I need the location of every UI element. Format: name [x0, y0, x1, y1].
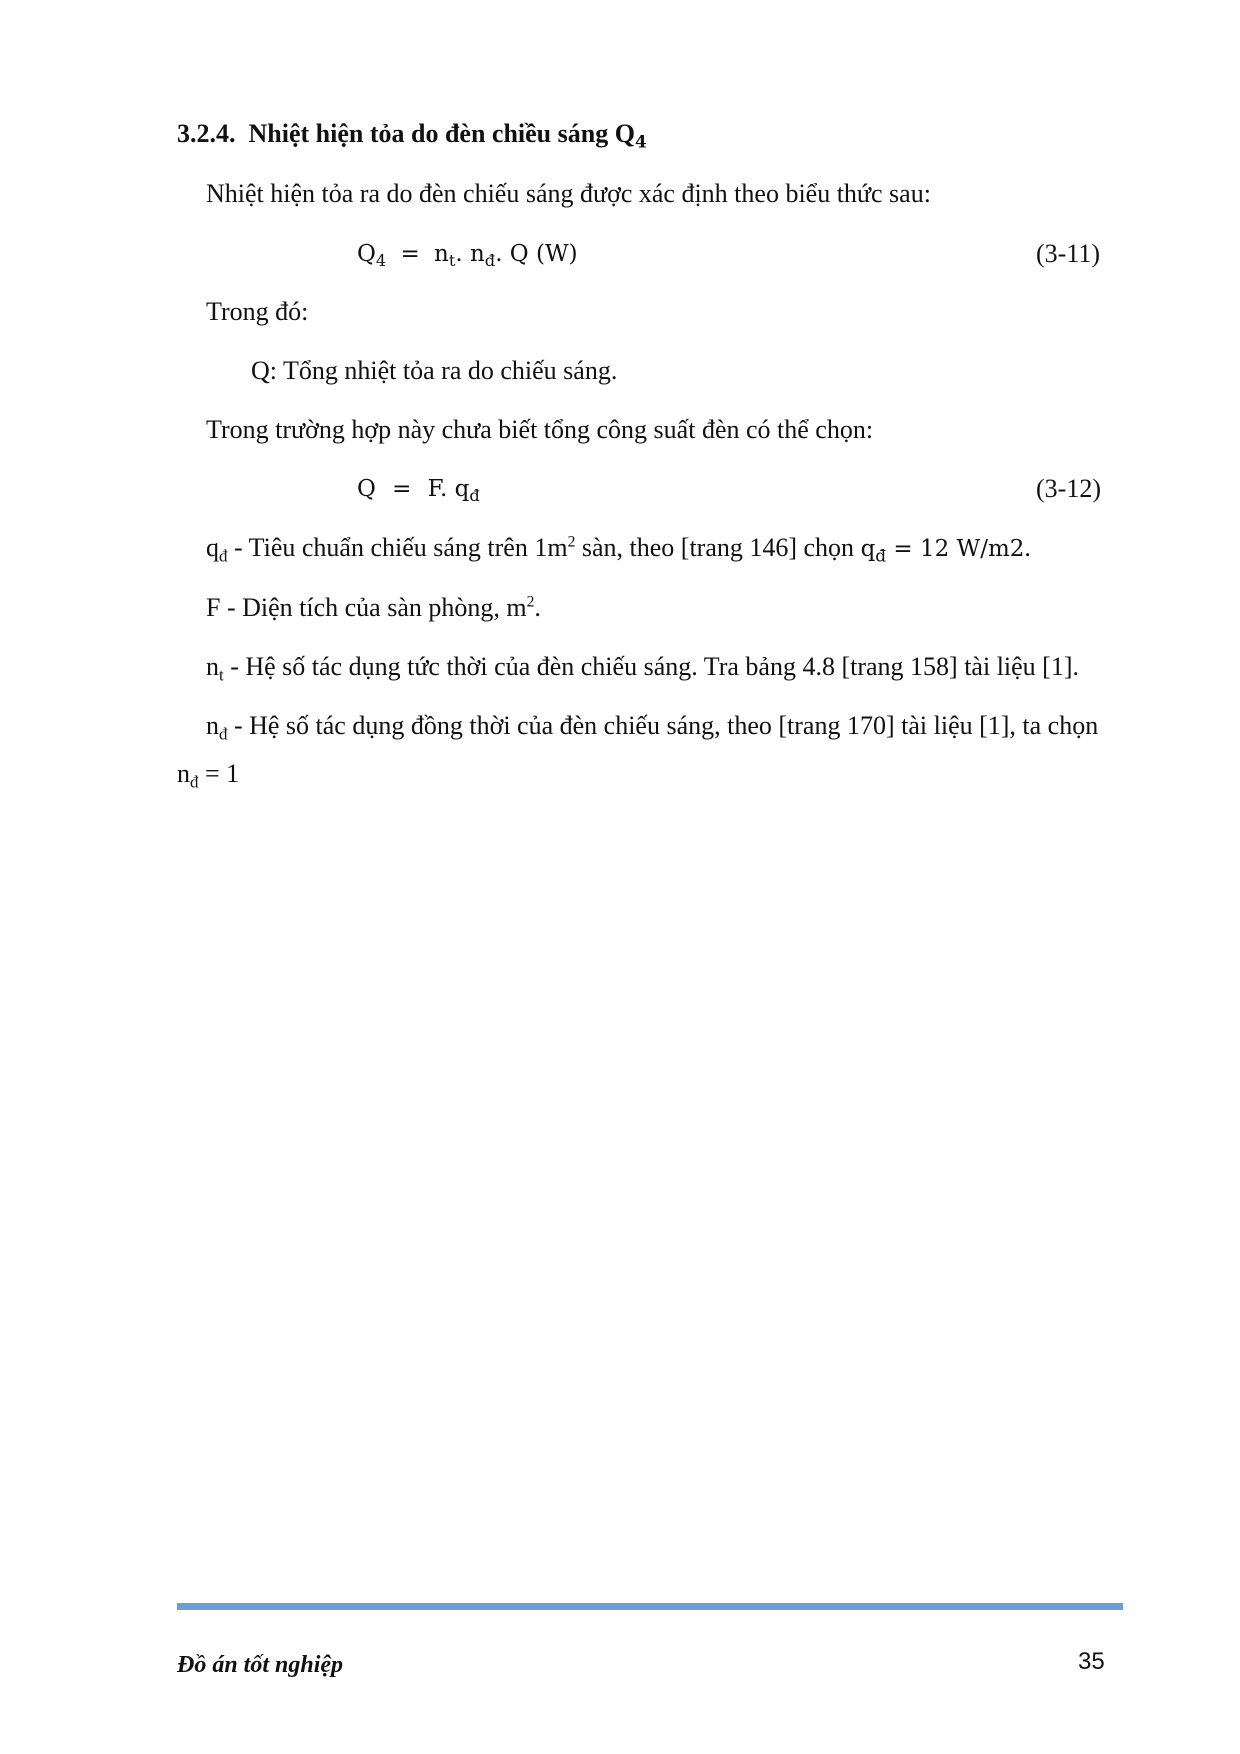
- equation-number-3-11: (3-11): [1036, 239, 1101, 268]
- intro-paragraph: Nhiệt hiện tỏa ra do đèn chiếu sáng được xác định theo biểu thức sau:: [206, 179, 931, 208]
- section-title-subscript: 4: [634, 131, 647, 152]
- nd-value: $n_đ = 1$: [177, 759, 240, 792]
- qd-definition: $q_đ$ - Tiêu chuẩn chiếu sáng trên $1m^2$ sàn, theo [trang 146] chọn $q_đ = 12$ W/m2.: [206, 533, 1031, 566]
- page-number: 35: [1078, 1648, 1105, 1675]
- section-heading: [177, 118, 647, 150]
- equation-3-11: $Q_4 = n_t$. $n_đ$. Q (W): [357, 241, 578, 271]
- footer-rule: [177, 1603, 1123, 1610]
- q-definition: Q: Tổng nhiệt tỏa ra do chiếu sáng.: [251, 356, 618, 385]
- f-definition: F - Diện tích của sàn phòng, $m^2$.: [206, 593, 541, 622]
- equation-3-12: Q = F. $q_đ$: [357, 476, 480, 506]
- footer-title: Đồ án tốt nghiệp: [177, 1652, 344, 1678]
- nd-definition: $n_đ$ - Hệ số tác dụng đồng thời của đèn chiếu sáng, theo [trang 170] tài liệu [1], ta chọn: [206, 711, 1099, 744]
- where-label: Trong đó:: [206, 297, 309, 326]
- nt-definition: $n_t$ - Hệ số tác dụng tức thời của đèn chiếu sáng. Tra bảng 4.8 [trang 158] tài liệu [1].: [206, 652, 1079, 685]
- case-paragraph: Trong trường hợp này chưa biết tổng công suất đèn có thể chọn:: [206, 415, 874, 444]
- equation-number-3-12: (3-12): [1036, 474, 1101, 503]
- section-title: Nhiệt hiện tỏa do đèn chiều sáng Q: [248, 119, 635, 148]
- section-number: 3.2.4.: [177, 119, 236, 148]
